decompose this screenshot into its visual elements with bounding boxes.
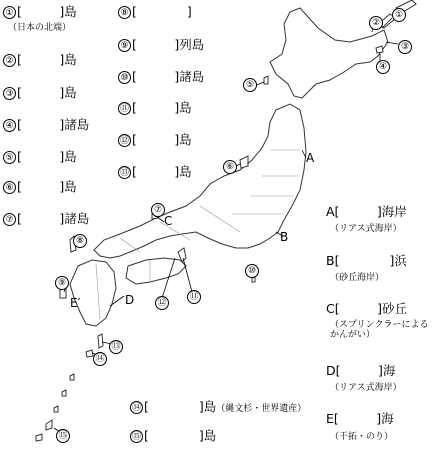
question-e-note: （干拓・のり） xyxy=(330,432,394,442)
answer-blank-4[interactable]: [ ]諸島 xyxy=(17,117,90,132)
question-14-note: （縄文杉・世界遺産） xyxy=(216,404,307,414)
number-badge: ⑤ xyxy=(3,151,16,164)
yakushima-island xyxy=(86,350,93,357)
map-label-d: D xyxy=(125,293,135,307)
number-badge: ② xyxy=(3,54,16,67)
number-badge: ⑩ xyxy=(118,71,131,84)
answer-blank-12[interactable]: [ ]島 xyxy=(132,132,192,147)
map-marker-12: ⑫ xyxy=(155,296,169,310)
shikoku-island xyxy=(126,258,186,284)
map-marker-11: ⑪ xyxy=(187,290,201,304)
question-3 xyxy=(3,86,77,100)
number-badge: ⑥ xyxy=(3,181,16,194)
answer-blank-9[interactable]: [ ]列島 xyxy=(132,37,205,52)
number-badge: ⑫ xyxy=(119,136,129,146)
question-7 xyxy=(3,212,89,226)
question-6 xyxy=(3,180,77,194)
map-marker-7: ⑦ xyxy=(151,203,165,217)
number-badge: ⑬ xyxy=(119,168,129,178)
kyushu-island xyxy=(70,260,116,326)
answer-blank-11[interactable]: [ ]島 xyxy=(132,100,192,115)
map-marker-10: ⑩ xyxy=(245,264,259,278)
map-marker-5: ⑤ xyxy=(243,78,257,92)
number-badge: ⑦ xyxy=(3,213,16,226)
map-marker-1: ① xyxy=(392,8,406,22)
map-marker-2: ② xyxy=(369,16,383,30)
question-5 xyxy=(3,150,77,164)
number-badge: ③ xyxy=(3,87,16,100)
number-badge: ⑮ xyxy=(131,432,141,442)
number-badge: ⑭ xyxy=(131,403,141,413)
question-8 xyxy=(118,5,192,19)
answer-blank-10[interactable]: [ ]諸島 xyxy=(132,69,205,84)
map-label-a: A xyxy=(306,151,315,165)
answer-blank-3[interactable]: [ ]島 xyxy=(17,85,77,100)
answer-blank-14[interactable]: [ ]島 xyxy=(144,399,217,414)
answer-blank-5[interactable]: [ ]島 xyxy=(17,149,77,164)
answer-blank-1[interactable]: [ ]島 xyxy=(17,4,77,19)
number-badge: ① xyxy=(3,6,16,19)
question-d[interactable]: D[ ]海 xyxy=(326,363,396,378)
map-marker-15: ⑮ xyxy=(56,429,70,443)
sado-island xyxy=(240,156,248,168)
question-14 xyxy=(130,400,306,416)
answer-blank-6[interactable]: [ ]島 xyxy=(17,179,77,194)
question-9 xyxy=(118,38,204,52)
question-c-note: （スプリンクラーによる かんがい） xyxy=(330,320,429,340)
question-11 xyxy=(118,101,192,115)
question-10 xyxy=(118,70,204,84)
question-b[interactable]: B[ ]浜 xyxy=(326,253,407,268)
question-c[interactable]: C[ ]砂丘 xyxy=(326,301,407,316)
map-label-c: C xyxy=(164,214,173,228)
map-marker-6: ⑥ xyxy=(223,160,237,174)
question-2 xyxy=(3,53,77,67)
tanegashima-island xyxy=(98,334,103,348)
map-marker-13: ⑬ xyxy=(109,340,123,354)
question-a-note: （リアス式海岸） xyxy=(330,224,402,234)
question-a[interactable]: A[ ]海岸 xyxy=(326,204,407,219)
answer-blank-15[interactable]: [ ]島 xyxy=(144,428,217,443)
question-1 xyxy=(3,5,77,19)
map-marker-9: ⑨ xyxy=(55,276,69,290)
answer-blank-7[interactable]: [ ]諸島 xyxy=(17,211,90,226)
number-badge: ⑨ xyxy=(118,39,131,52)
question-1-note: （日本の北端） xyxy=(8,23,72,33)
answer-blank-8[interactable]: [ ] xyxy=(132,4,192,19)
map-marker-3: ③ xyxy=(398,40,412,54)
question-15 xyxy=(130,429,216,443)
number-badge: ④ xyxy=(3,119,16,132)
map-marker-4: ④ xyxy=(376,60,390,74)
answer-blank-2[interactable]: [ ]島 xyxy=(17,52,77,67)
question-13 xyxy=(118,165,192,179)
question-12 xyxy=(118,133,192,147)
number-badge: ⑧ xyxy=(118,6,131,19)
map-label-e: E xyxy=(70,296,78,310)
question-b-note: （砂丘海岸） xyxy=(330,273,385,283)
number-badge: ⑪ xyxy=(119,104,129,114)
map-marker-14: ⑭ xyxy=(93,352,107,366)
map-marker-8: ⑧ xyxy=(73,234,87,248)
honshu-island xyxy=(94,104,306,258)
question-d-note: （リアス式海岸） xyxy=(330,383,402,393)
question-e[interactable]: E[ ]海 xyxy=(326,411,394,426)
answer-blank-13[interactable]: [ ]島 xyxy=(132,164,192,179)
okushiri-island xyxy=(264,76,268,84)
question-4 xyxy=(3,118,89,132)
map-label-b: B xyxy=(280,230,289,244)
